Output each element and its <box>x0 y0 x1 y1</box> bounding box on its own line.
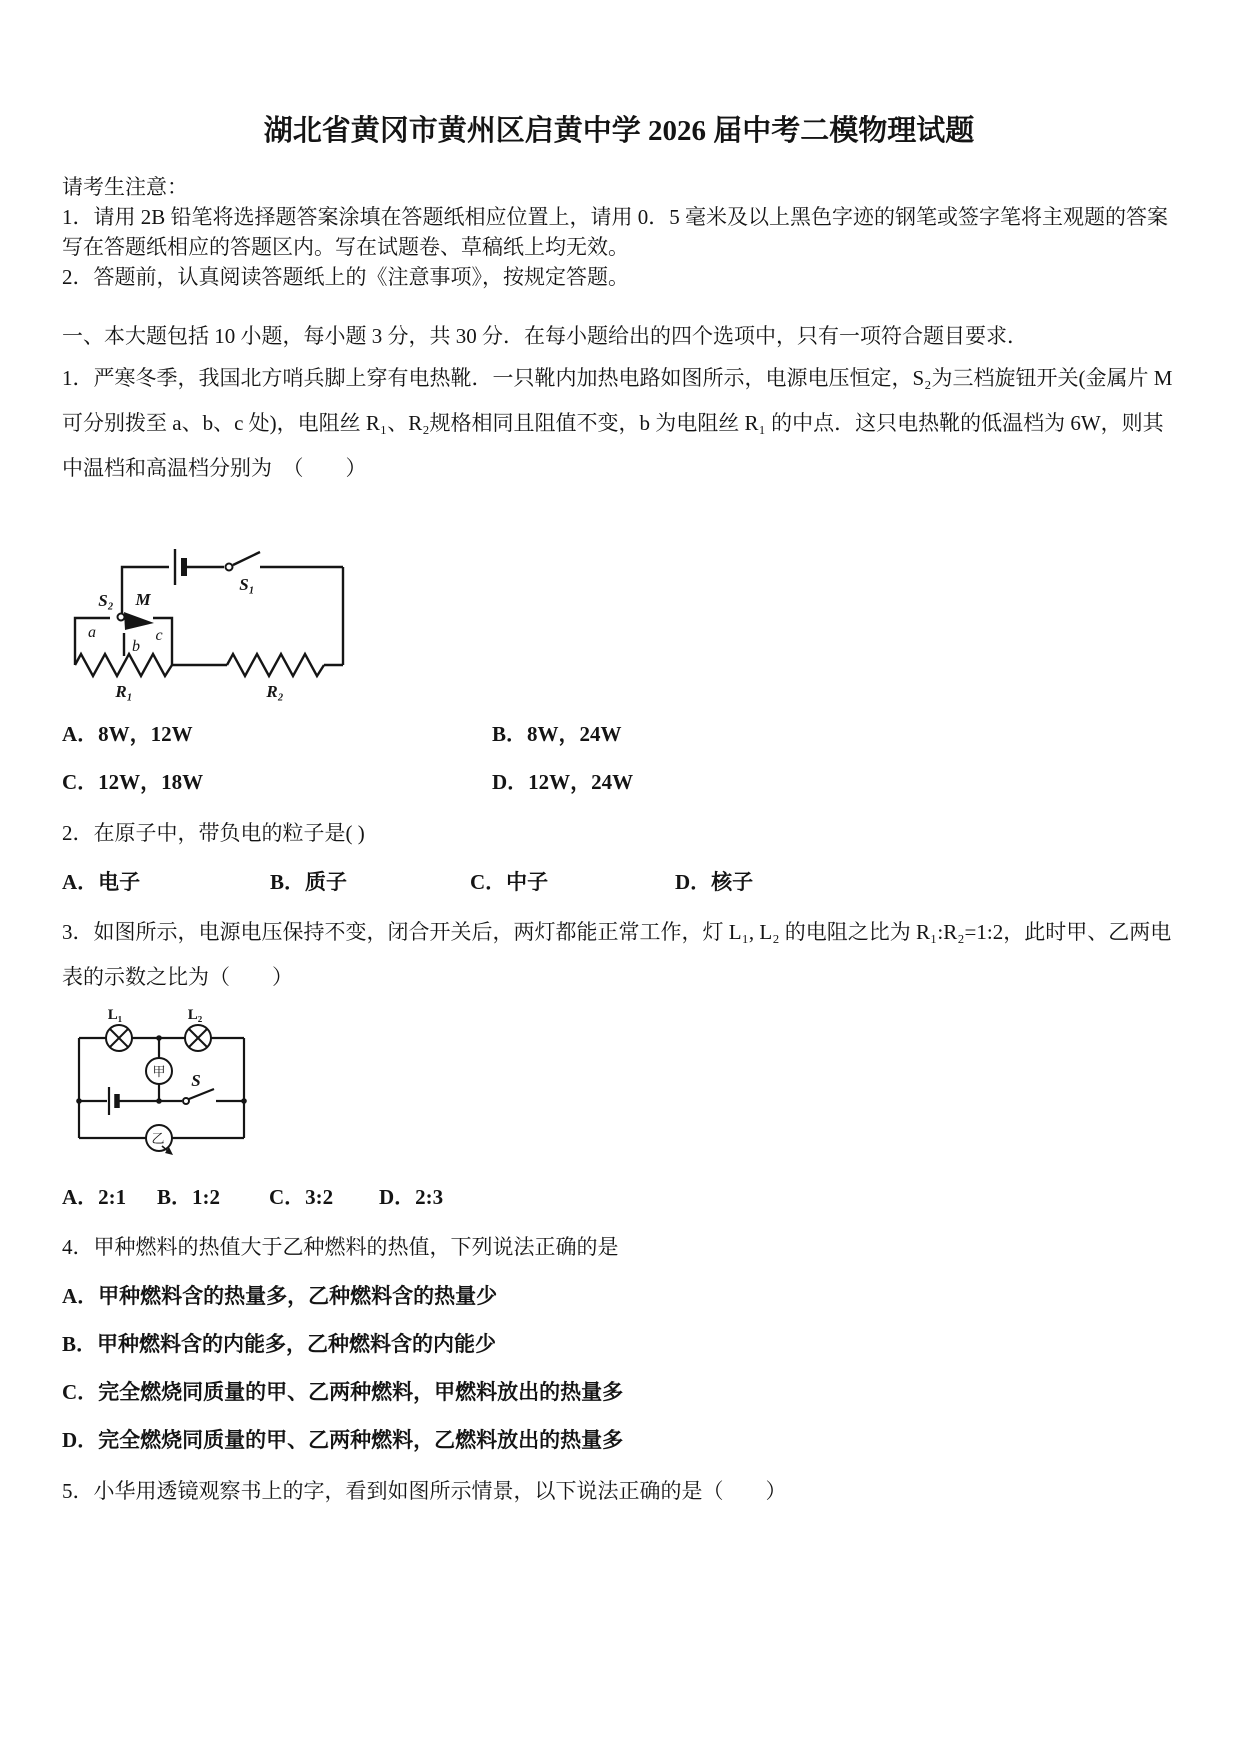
pointer-m-label: M <box>135 590 151 609</box>
question-4-options <box>62 1272 1176 1464</box>
switch-s2-label: S₂ <box>98 591 114 610</box>
resistor-r1-label: R₁ <box>115 682 133 701</box>
question-1-option-d: D．12W，24W <box>492 770 634 794</box>
switch-s-label: S <box>191 1071 201 1090</box>
question-2-option-b: B．质子 <box>270 870 348 894</box>
question-2-options <box>62 860 1176 905</box>
question-1-circuit-diagram <box>62 497 352 702</box>
circuit-wires <box>75 567 343 665</box>
notice-item-1: 1．请用 2B 铅笔将选择题答案涂填在答题纸相应位置上，请用 0．5 毫米及以上黑色字迹的钢笔或签字笔将主观题的答案写在答题纸相应的答题区内。写在试题卷、草稿纸上均无效。 <box>62 205 1169 259</box>
meter-yi-label: 乙 <box>151 1131 165 1146</box>
question-4-option-c: C．完全燃烧同质量的甲、乙两种燃料，甲燃料放出的热量多 <box>62 1380 624 1404</box>
question-4-option-d: D．完全燃烧同质量的甲、乙两种燃料，乙燃料放出的热量多 <box>62 1428 624 1452</box>
resistor-r2-icon <box>227 654 324 676</box>
question-1-stem: 1．严寒冬季，我国北方哨兵脚上穿有电热靴．一只靴内加热电路如图所示，电源电压恒定，S₂为三档旋钮开关(金属片 M 可分别拨至 a、b、c 处)，电阻丝 R₁、R₂规格相同且阻值不变，b 为电阻丝 R₁ 的中点．这只电热靴的低温档为 6W，则其中温档和高温档分别为 （ ） <box>62 366 1173 480</box>
question-5-stem: 5．小华用透镜观察书上的字，看到如图所示情景，以下说法正确的是（ ） <box>62 1479 787 1503</box>
question-4-option-b: B．甲种燃料含的内能多，乙种燃料含的内能少 <box>62 1332 497 1356</box>
lamp-l2-icon <box>185 1025 211 1051</box>
section-heading: 一、本大题包括 10 小题，每小题 3 分，共 30 分．在每小题给出的四个选项中，只有一项符合题目要求． <box>62 324 1028 348</box>
lamp-l1-icon <box>106 1025 132 1051</box>
resistor-r1-icon <box>75 654 172 676</box>
question-1-option-a: A．8W，12W <box>62 722 193 746</box>
question-2-option-c: C．中子 <box>470 870 549 894</box>
question-2-option-a: A．电子 <box>62 870 141 894</box>
question-3-stem: 3．如图所示，电源电压保持不变，闭合开关后，两灯都能正常工作，灯 L₁, L₂ 的电阻之比为 R₁:R₂=1:2，此时甲、乙两电表的示数之比为（ ） <box>62 920 1172 989</box>
question-3-options <box>62 1175 1176 1220</box>
switch-s1-label: S₁ <box>239 575 255 594</box>
question-2-option-d: D．核子 <box>675 870 754 894</box>
question-1-option-b: B．8W，24W <box>492 722 622 746</box>
lamp-l1-label: L₁ <box>107 1007 123 1023</box>
contact-a-label: a <box>88 624 96 641</box>
lamp-l2-label: L₂ <box>187 1007 203 1023</box>
page-title: 湖北省黄冈市黄州区启黄中学 2026 届中考二模物理试题 <box>263 115 975 147</box>
notice-item-2: 2．答题前，认真阅读答题纸上的《注意事项》，按规定答题。 <box>62 265 629 289</box>
question-3-option-d: D．2:3 <box>379 1185 444 1209</box>
question-1-options <box>62 710 1176 806</box>
question-3-option-a: A．2:1 <box>62 1185 127 1209</box>
meter-jia-label: 甲 <box>152 1064 166 1079</box>
switch-s1-icon <box>226 552 261 571</box>
question-4-option-a: A．甲种燃料含的热量多，乙种燃料含的热量少 <box>62 1284 498 1308</box>
contact-c-label: c <box>155 627 163 644</box>
switch-s-icon <box>183 1089 214 1104</box>
question-3-option-c: C．3:2 <box>269 1185 334 1209</box>
question-3-circuit-diagram <box>62 1006 272 1171</box>
battery-icon <box>109 1087 117 1115</box>
circuit-wires <box>79 1038 244 1138</box>
contact-b-label: b <box>132 638 140 655</box>
question-2-stem: 2．在原子中，带负电的粒子是( ) <box>62 821 365 845</box>
question-4-stem: 4．甲种燃料的热值大于乙种燃料的热值，下列说法正确的是 <box>62 1235 619 1259</box>
resistor-r2-label: R₂ <box>266 682 284 701</box>
question-3-option-b: B．1:2 <box>157 1185 220 1209</box>
notice-heading: 请考生注意： <box>62 175 188 199</box>
battery-icon <box>175 549 184 585</box>
question-1-option-c: C．12W，18W <box>62 770 204 794</box>
rotary-switch-s2-icon <box>118 612 155 630</box>
